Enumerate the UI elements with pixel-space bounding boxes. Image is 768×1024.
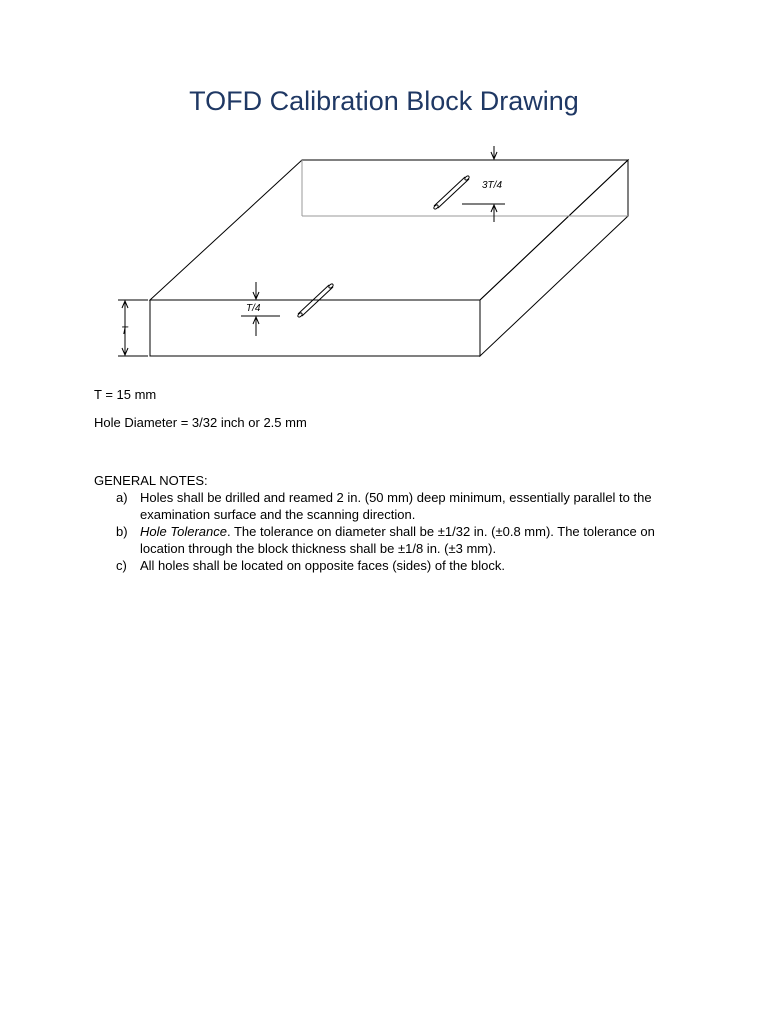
three-quarter-label: 3T/4	[482, 180, 503, 191]
note-item-b	[94, 523, 674, 557]
calibration-block-drawing	[100, 130, 660, 375]
block-isometric-svg	[100, 130, 660, 370]
thickness-spec: T = 15 mm	[94, 387, 157, 402]
hole-upper	[433, 175, 470, 210]
note-text	[140, 489, 674, 523]
note-text	[140, 557, 674, 574]
page-title: TOFD Calibration Block Drawing	[189, 86, 579, 116]
block-side-face	[480, 160, 628, 356]
hole-diameter-spec: Hole Diameter = 3/32 inch or 2.5 mm	[94, 415, 307, 430]
note-item-a	[94, 489, 674, 523]
note-lead: Hole Tolerance	[140, 524, 227, 539]
note-marker: c)	[116, 558, 127, 573]
note-body: Holes shall be drilled and reamed 2 in. (50 mm) deep minimum, essentially parallel to the examination surface and the scanning direction.	[140, 490, 652, 522]
quarter-label: T/4	[246, 303, 261, 314]
note-marker: b)	[116, 524, 128, 539]
note-text	[140, 523, 674, 557]
note-body: . The tolerance on diameter shall be ±1/32 in. (±0.8 mm). The tolerance on location through the block thickness shall be ±1/8 in. (±3 mm).	[140, 524, 655, 556]
note-marker: a)	[116, 490, 128, 505]
note-item-c	[94, 557, 674, 574]
general-notes-heading: GENERAL NOTES:	[94, 473, 208, 488]
thickness-label: T	[121, 325, 128, 337]
block-front-face	[150, 300, 480, 356]
block-top-face	[150, 160, 628, 300]
general-notes-list	[94, 489, 674, 574]
note-body: All holes shall be located on opposite faces (sides) of the block.	[140, 558, 505, 573]
